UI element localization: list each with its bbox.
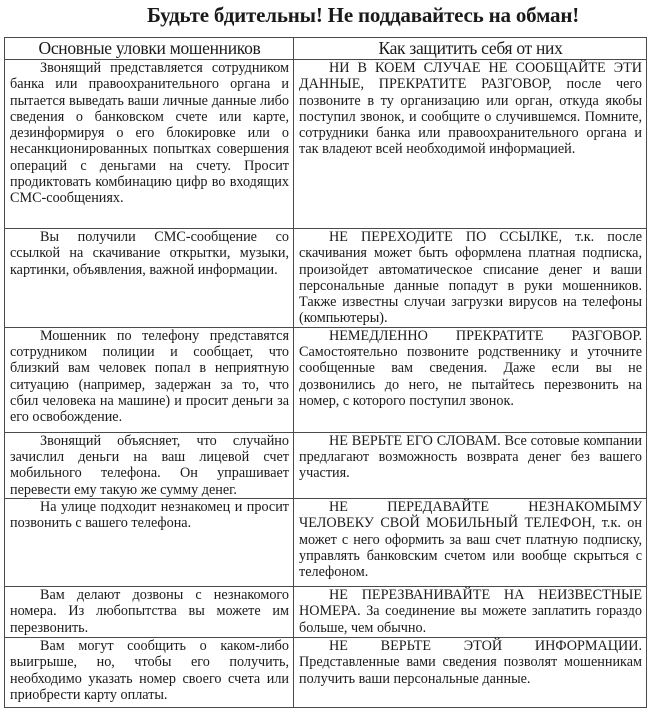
table-row — [5, 432, 647, 498]
trick-text: Вам делают дозвоны с незнакомого номера. Из любопытства вы можете им перезвонить. — [10, 586, 289, 636]
trick-text: На улице подходит незнакомец и просит позвонить с вашего телефона. — [10, 498, 289, 532]
defense-text: НЕ ВЕРЬТЕ ЭТОЙ ИНФОРМАЦИИ. Представленные вами сведения позволят мошенникам получить ваши персональные данные. — [299, 637, 642, 687]
trick-text: Мошенник по телефону представятся сотрудником полиции и сообщает, что близкий вам человек попал в неприятную ситуацию (например, задержан за то, что сбил человека на машине) и просит деньги за его освобождение. — [10, 327, 289, 426]
defense-cell — [294, 60, 647, 229]
defense-text: НЕ ПЕРЕХОДИТЕ ПО ССЫЛКЕ, т.к. после скачивания может быть оформлена платная подписка, произойдет автоматическое списание денег и ваши персональные данные попадут в руки мошенников. Также известны случаи загрузки вирусов на телефоны (компьютеры). — [299, 229, 642, 327]
trick-cell — [5, 637, 294, 707]
table-header-row — [5, 38, 647, 60]
table-row — [5, 229, 647, 328]
table-row — [5, 586, 647, 637]
trick-cell — [5, 60, 294, 229]
trick-text: Звонящий объясняет, что случайно зачислил деньги на ваш лицевой счет мобильного телефона. Он упрашивает перевести ему такую же сумму денег. — [10, 432, 289, 498]
column-header-tricks: Основные уловки мошенников — [5, 38, 294, 60]
column-header-defense: Как защитить себя от них — [294, 38, 647, 60]
defense-text: НИ В КОЕМ СЛУЧАЕ НЕ СООБЩАЙТЕ ЭТИ ДАННЫЕ, ПРЕКРАТИТЕ РАЗГОВОР, после чего позвоните в ту организацию или орган, откуда якобы поступил звонок, и сообщите о случившемся. Помните, сотрудники банка или правоохранительного органа и так владеют всей необходимой информацией. — [299, 60, 642, 158]
trick-cell — [5, 229, 294, 328]
defense-cell — [294, 637, 647, 707]
defense-text: НЕ ПЕРЕЗВАНИВАЙТЕ НА НЕИЗВЕСТНЫЕ НОМЕРА. За соединение вы можете заплатить гораздо больше, чем обычно. — [299, 586, 642, 636]
trick-cell — [5, 432, 294, 498]
defense-text: НЕ ПЕРЕДАВАЙТЕ НЕЗНАКОМЫМУ ЧЕЛОВЕКУ СВОЙ МОБИЛЬНЫЙ ТЕЛЕФОН, т.к. он может с него оформить за ваш счет платную подписку, управлять банковским счетом или вообще скрыться с телефоном. — [299, 498, 642, 581]
trick-text: Вам могут сообщить о каком-либо выигрыше, но, чтобы его получить, необходимо указать номер своего счета или приобрести карту оплаты. — [10, 637, 289, 703]
defense-cell — [294, 229, 647, 328]
page-title: Будьте бдительны! Не поддавайтесь на обман! — [146, 3, 580, 27]
table-row — [5, 60, 647, 229]
defense-cell — [294, 586, 647, 637]
defense-text: НЕМЕДЛЕННО ПРЕКРАТИТЕ РАЗГОВОР. Самостоятельно позвоните родственнику и уточните сообщенные вам сведения. Даже если вы не дозвонились до него, не пытайтесь перезвонить на номер, с которого поступил звонок. — [299, 327, 642, 409]
defense-cell — [294, 327, 647, 432]
defense-cell — [294, 432, 647, 498]
trick-text: Вы получили СМС-сообщение со ссылкой на скачивание открытки, музыки, картинки, объявления, важной информации. — [10, 229, 289, 278]
defense-cell — [294, 498, 647, 586]
trick-cell — [5, 586, 294, 637]
table-row — [5, 498, 647, 586]
trick-cell — [5, 498, 294, 586]
table-row — [5, 637, 647, 707]
defense-text: НЕ ВЕРЬТЕ ЕГО СЛОВАМ. Все сотовые компании предлагают возможность возврата денег без вашего участия. — [299, 432, 642, 482]
fraud-tips-table — [4, 37, 647, 708]
table-row — [5, 327, 647, 432]
trick-text: Звонящий представляется сотрудником банка или правоохранительного органа и пытается выведать ваши личные данные либо сведения о банковском счете или карте, дезинформируя о его блокировке или о несанкционированных попытках совершения операций с деньгами на счету. Просит продиктовать комбинацию цифр во входящих СМС-сообщениях. — [10, 60, 289, 207]
trick-cell — [5, 327, 294, 432]
